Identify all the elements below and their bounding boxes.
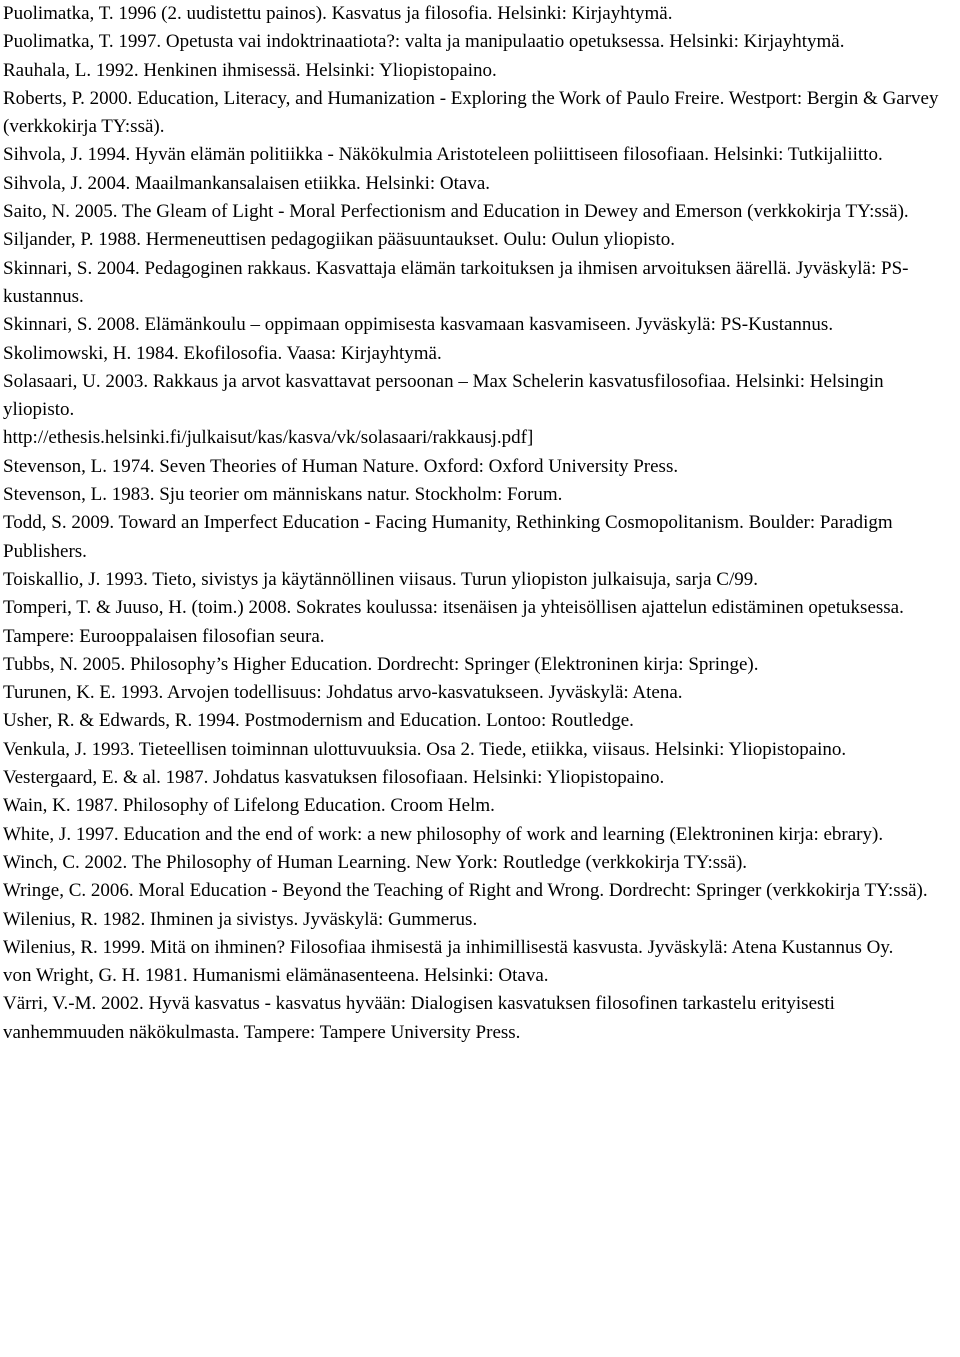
reference-entry: Stevenson, L. 1974. Seven Theories of Human Nature. Oxford: Oxford University Press. <box>3 455 679 477</box>
reference-entry: Skolimowski, H. 1984. Ekofilosofia. Vaasa: Kirjayhtymä. <box>3 342 442 364</box>
reference-entry: von Wright, G. H. 1981. Humanismi elämänasenteena. Helsinki: Otava. <box>3 965 549 987</box>
reference-entry: Venkula, J. 1993. Tieteellisen toiminnan ulottuvuuksia. Osa 2. Tiede, etiikka, viisaus. Helsinki: Yliopistopaino. <box>3 738 847 760</box>
reference-entry: Rauhala, L. 1992. Henkinen ihmisessä. Helsinki: Yliopistopaino. <box>3 59 497 81</box>
reference-entry: Roberts, P. 2000. Education, Literacy, and Humanization - Exploring the Work of Paulo Freire. Westport: Bergin & Garvey (verkkokirja TY:ssä). <box>3 87 939 138</box>
reference-entry: Wilenius, R. 1999. Mitä on ihminen? Filosofiaa ihmisestä ja inhimillisestä kasvusta. Jyväskylä: Atena Kustannus Oy. <box>3 936 894 958</box>
reference-entry: Winch, C. 2002. The Philosophy of Human Learning. New York: Routledge (verkkokirja TY:ssä). <box>3 851 748 873</box>
reference-entry: Toiskallio, J. 1993. Tieto, sivistys ja käytännöllinen viisaus. Turun yliopiston julkaisuja, sarja C/99. <box>3 568 758 590</box>
reference-entry: Skinnari, S. 2008. Elämänkoulu – oppimaan oppimisesta kasvamaan kasvamiseen. Jyväskylä: PS-Kustannus. <box>3 314 834 336</box>
reference-entry: Solasaari, U. 2003. Rakkaus ja arvot kasvattavat persoonan – Max Schelerin kasvatusfilosofiaa. Helsinki: Helsingin yliopisto. <box>3 370 884 421</box>
reference-entry: Wringe, C. 2006. Moral Education - Beyond the Teaching of Right and Wrong. Dordrecht: Springer (verkkokirja TY:ssä). <box>3 880 928 902</box>
reference-entry: Värri, V.-M. 2002. Hyvä kasvatus - kasvatus hyvään: Dialogisen kasvatuksen filosofinen tarkastelu erityisesti vanhemmuuden näkökulmasta. Tampere: Tampere University Press. <box>3 993 835 1043</box>
reference-entry: White, J. 1997. Education and the end of work: a new philosophy of work and learning (Elektroninen kirja: ebrary). <box>3 823 884 845</box>
reference-entry: Stevenson, L. 1983. Sju teorier om människans natur. Stockholm: Forum. <box>3 484 563 506</box>
reference-entry: Saito, N. 2005. The Gleam of Light - Moral Perfectionism and Education in Dewey and Emerson (verkkokirja TY:ssä). <box>3 201 909 223</box>
reference-entry: Todd, S. 2009. Toward an Imperfect Education - Facing Humanity, Rethinking Cosmopolitanism. Boulder: Paradigm Publishers. <box>3 512 893 562</box>
reference-entry: Sihvola, J. 1994. Hyvän elämän politiikka - Näkökulmia Aristoteleen poliittiseen filosofiaan. Helsinki: Tutkijaliitto. <box>3 144 883 166</box>
reference-entry: Vestergaard, E. & al. 1987. Johdatus kasvatuksen filosofiaan. Helsinki: Yliopistopaino. <box>3 767 665 789</box>
reference-entry: Puolimatka, T. 1996 (2. uudistettu painos). Kasvatus ja filosofia. Helsinki: Kirjayhtymä. <box>3 3 673 24</box>
reference-entry: Sihvola, J. 2004. Maailmankansalaisen etiikka. Helsinki: Otava. <box>3 172 491 194</box>
reference-entry: Tomperi, T. & Juuso, H. (toim.) 2008. Sokrates koulussa: itsenäisen ja yhteisöllisen ajattelun edistäminen opetuksessa. Tampere: Eurooppalaisen filosofian seura. <box>3 597 904 647</box>
reference-entry: Skinnari, S. 2004. Pedagoginen rakkaus. Kasvattaja elämän tarkoituksen ja ihmisen arvoituksen äärellä. Jyväskylä: PS-kustannus. <box>3 257 909 307</box>
reference-entry: Turunen, K. E. 1993. Arvojen todellisuus: Johdatus arvo-kasvatukseen. Jyväskylä: Atena. <box>3 682 683 704</box>
reference-list <box>3 0 957 1047</box>
reference-entry: Puolimatka, T. 1997. Opetusta vai indoktrinaatiota?: valta ja manipulaatio opetuksessa. Helsinki: Kirjayhtymä. <box>3 31 845 53</box>
reference-entry: Wilenius, R. 1982. Ihminen ja sivistys. Jyväskylä: Gummerus. <box>3 908 478 930</box>
reference-url[interactable]: http://ethesis.helsinki.fi/julkaisut/kas/kasva/vk/solasaari/rakkausj.pdf] <box>3 427 534 449</box>
reference-entry: Siljander, P. 1988. Hermeneuttisen pedagogiikan pääsuuntaukset. Oulu: Oulun yliopisto. <box>3 229 676 251</box>
reference-entry: Wain, K. 1987. Philosophy of Lifelong Education. Croom Helm. <box>3 795 495 817</box>
reference-entry: Usher, R. & Edwards, R. 1994. Postmodernism and Education. Lontoo: Routledge. <box>3 710 634 732</box>
reference-entry: Tubbs, N. 2005. Philosophy’s Higher Education. Dordrecht: Springer (Elektroninen kirja: Springe). <box>3 653 759 675</box>
